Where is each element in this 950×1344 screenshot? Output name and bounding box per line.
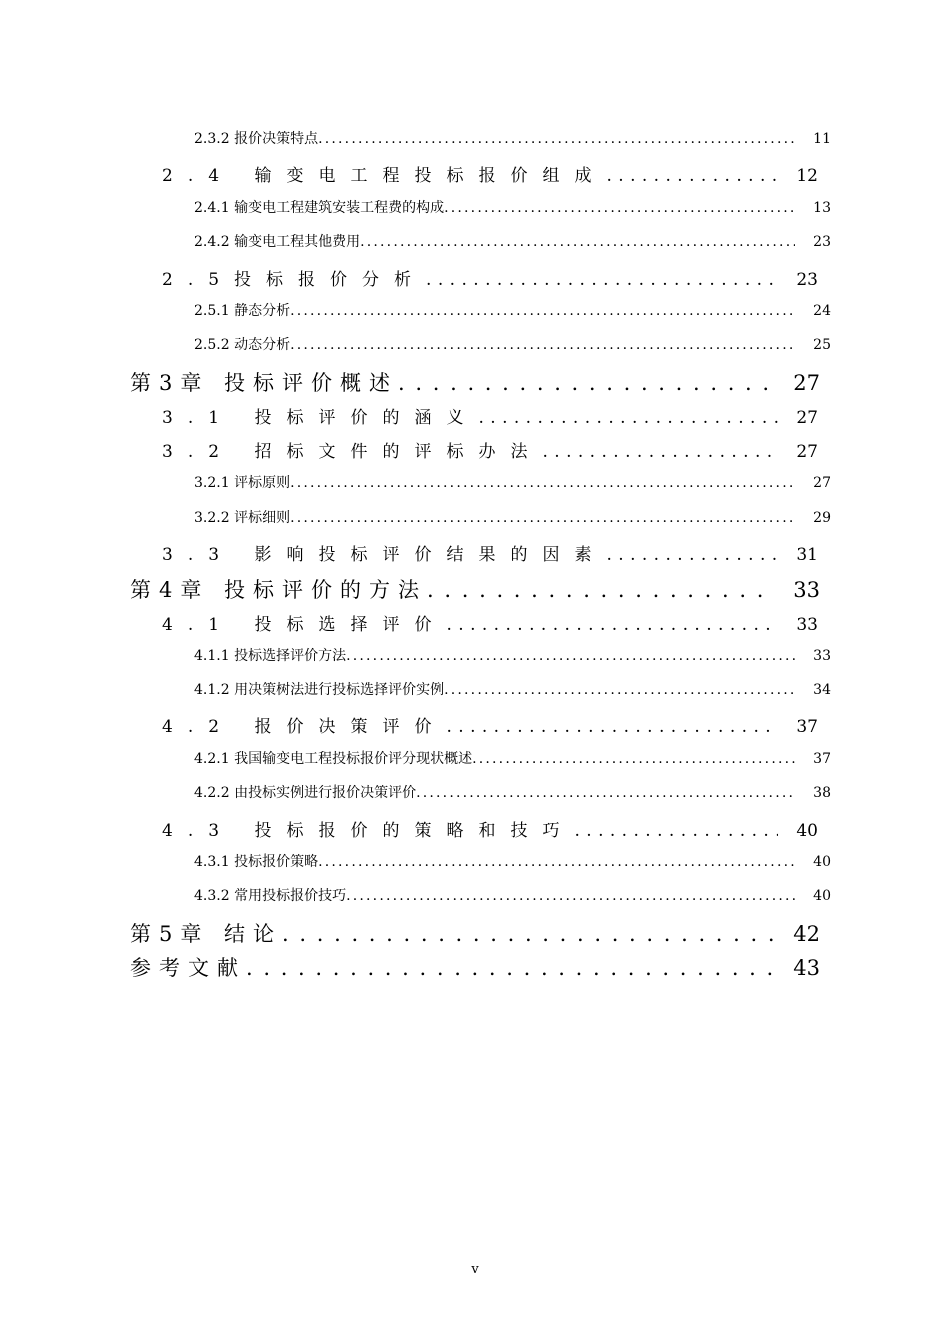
toc-entry bbox=[162, 610, 818, 635]
toc-leader-dots bbox=[542, 442, 778, 462]
toc-entry-page: 27 bbox=[793, 371, 820, 395]
toc-entry-title: 3.2.1 评标原则 bbox=[194, 475, 291, 491]
toc-entry-title: 4.3.2 常用投标报价技巧 bbox=[194, 888, 347, 904]
toc-entry bbox=[162, 816, 818, 841]
toc-leader-dots bbox=[574, 821, 778, 841]
toc-leader-dots bbox=[318, 131, 795, 147]
toc-entry-page: 38 bbox=[813, 785, 831, 801]
toc-entry-title: 3.2.2 评标细则 bbox=[194, 510, 291, 526]
toc-entry bbox=[162, 161, 818, 186]
toc-leader-dots bbox=[426, 270, 778, 290]
toc-entry-page: 40 bbox=[796, 821, 818, 841]
toc-entry-page: 40 bbox=[813, 888, 831, 904]
toc-entry-page: 40 bbox=[813, 854, 831, 870]
toc-entry-page: 27 bbox=[796, 408, 818, 428]
toc-entry bbox=[194, 885, 831, 905]
toc-entry-page: 23 bbox=[796, 270, 818, 290]
toc-entry-page: 24 bbox=[813, 303, 831, 319]
toc-entry bbox=[194, 507, 831, 527]
toc-entry-page: 33 bbox=[813, 648, 831, 664]
toc-entry-page: 34 bbox=[813, 682, 831, 698]
toc-leader-dots bbox=[346, 648, 795, 664]
toc-entry bbox=[194, 472, 831, 492]
toc-leader-dots bbox=[427, 578, 776, 602]
toc-entry bbox=[162, 712, 818, 737]
page-number: v bbox=[471, 1262, 479, 1277]
toc-entry-title: 3.2 招标文件的评标办法 bbox=[162, 442, 543, 462]
toc-entry-page: 27 bbox=[796, 442, 818, 462]
toc-entry-page: 29 bbox=[813, 510, 831, 526]
toc-entry-title: 4.1 投标选择评价 bbox=[162, 615, 447, 635]
toc-entry-title: 4.1.2 用决策树法进行投标选择评价实例 bbox=[194, 682, 445, 698]
toc-entry-title: 4.1.1 投标选择评价方法 bbox=[194, 648, 347, 664]
toc-entry bbox=[194, 851, 831, 871]
toc-entry bbox=[194, 782, 831, 802]
toc-entry-page: 31 bbox=[796, 545, 818, 565]
toc-entry bbox=[162, 540, 818, 565]
toc-entry bbox=[130, 952, 820, 982]
toc-entry-page: 27 bbox=[813, 475, 831, 491]
toc-entry-title: 第3章 投标评价概述 bbox=[130, 371, 399, 395]
toc-entry-title: 第5章 结论 bbox=[130, 922, 283, 946]
toc-entry-title: 参考文献 bbox=[130, 956, 246, 980]
toc-entry-title: 4.2.1 我国输变电工程投标报价评分现状概述 bbox=[194, 751, 473, 767]
toc-entry bbox=[130, 574, 820, 604]
toc-leader-dots bbox=[290, 475, 795, 491]
toc-entry bbox=[162, 437, 818, 462]
toc-leader-dots bbox=[416, 785, 795, 801]
toc-entry bbox=[162, 265, 818, 290]
toc-leader-dots bbox=[606, 545, 778, 565]
toc-entry-page: 13 bbox=[813, 200, 831, 216]
toc-entry bbox=[194, 748, 831, 768]
toc-entry-page: 33 bbox=[796, 615, 818, 635]
toc-entry-title: 3.1 投标评价的涵义 bbox=[162, 408, 479, 428]
toc-entry-page: 12 bbox=[796, 166, 818, 186]
toc-leader-dots bbox=[472, 751, 795, 767]
toc-leader-dots bbox=[478, 408, 778, 428]
toc-entry-title: 2.5投标报价分析 bbox=[162, 270, 427, 290]
toc-leader-dots bbox=[444, 682, 795, 698]
toc-leader-dots bbox=[444, 200, 795, 216]
toc-entry bbox=[194, 128, 831, 148]
toc-leader-dots bbox=[290, 303, 795, 319]
toc-leader-dots bbox=[346, 888, 795, 904]
toc-entry-title: 2.4.2 输变电工程其他费用 bbox=[194, 234, 361, 250]
toc-entry bbox=[130, 367, 820, 397]
toc-entry-title: 4.2 报价决策评价 bbox=[162, 717, 447, 737]
toc-entry-title: 3.3 影响投标评价结果的因素 bbox=[162, 545, 607, 565]
toc-entry-page: 37 bbox=[813, 751, 831, 767]
toc-entry-title: 第4章 投标评价的方法 bbox=[130, 578, 428, 602]
toc-entry bbox=[194, 645, 831, 665]
toc-leader-dots bbox=[246, 956, 776, 980]
toc-entry-page: 43 bbox=[793, 956, 820, 980]
toc-leader-dots bbox=[606, 166, 778, 186]
toc-entry-page: 25 bbox=[813, 337, 831, 353]
toc-leader-dots bbox=[318, 854, 795, 870]
toc-entry-page: 11 bbox=[813, 131, 831, 147]
toc-entry-page: 42 bbox=[793, 922, 820, 946]
toc-entry bbox=[194, 231, 831, 251]
toc-leader-dots bbox=[446, 615, 778, 635]
toc-entry-title: 2.3.2 报价决策特点 bbox=[194, 131, 319, 147]
toc-entry-page: 23 bbox=[813, 234, 831, 250]
toc-entry-title: 2.4 输变电工程投标报价组成 bbox=[162, 166, 607, 186]
toc-leader-dots bbox=[290, 337, 795, 353]
toc-entry bbox=[194, 334, 831, 354]
toc-entry-page: 33 bbox=[793, 578, 820, 602]
toc-entry-title: 4.2.2 由投标实例进行报价决策评价 bbox=[194, 785, 417, 801]
toc-leader-dots bbox=[398, 371, 776, 395]
toc-leader-dots bbox=[290, 510, 795, 526]
toc-entry bbox=[194, 197, 831, 217]
toc-leader-dots bbox=[282, 922, 776, 946]
toc-leader-dots bbox=[360, 234, 795, 250]
toc-entry bbox=[162, 403, 818, 428]
toc-entry-page: 37 bbox=[796, 717, 818, 737]
toc-entry bbox=[194, 300, 831, 320]
toc-entry-title: 4.3 投标报价的策略和技巧 bbox=[162, 821, 575, 841]
toc-entry-title: 2.4.1 输变电工程建筑安装工程费的构成 bbox=[194, 200, 445, 216]
toc-entry-title: 2.5.1 静态分析 bbox=[194, 303, 291, 319]
toc-leader-dots bbox=[446, 717, 778, 737]
toc-entry-title: 2.5.2 动态分析 bbox=[194, 337, 291, 353]
toc-entry bbox=[130, 918, 820, 948]
toc-entry bbox=[194, 679, 831, 699]
toc-entry-title: 4.3.1 投标报价策略 bbox=[194, 854, 319, 870]
